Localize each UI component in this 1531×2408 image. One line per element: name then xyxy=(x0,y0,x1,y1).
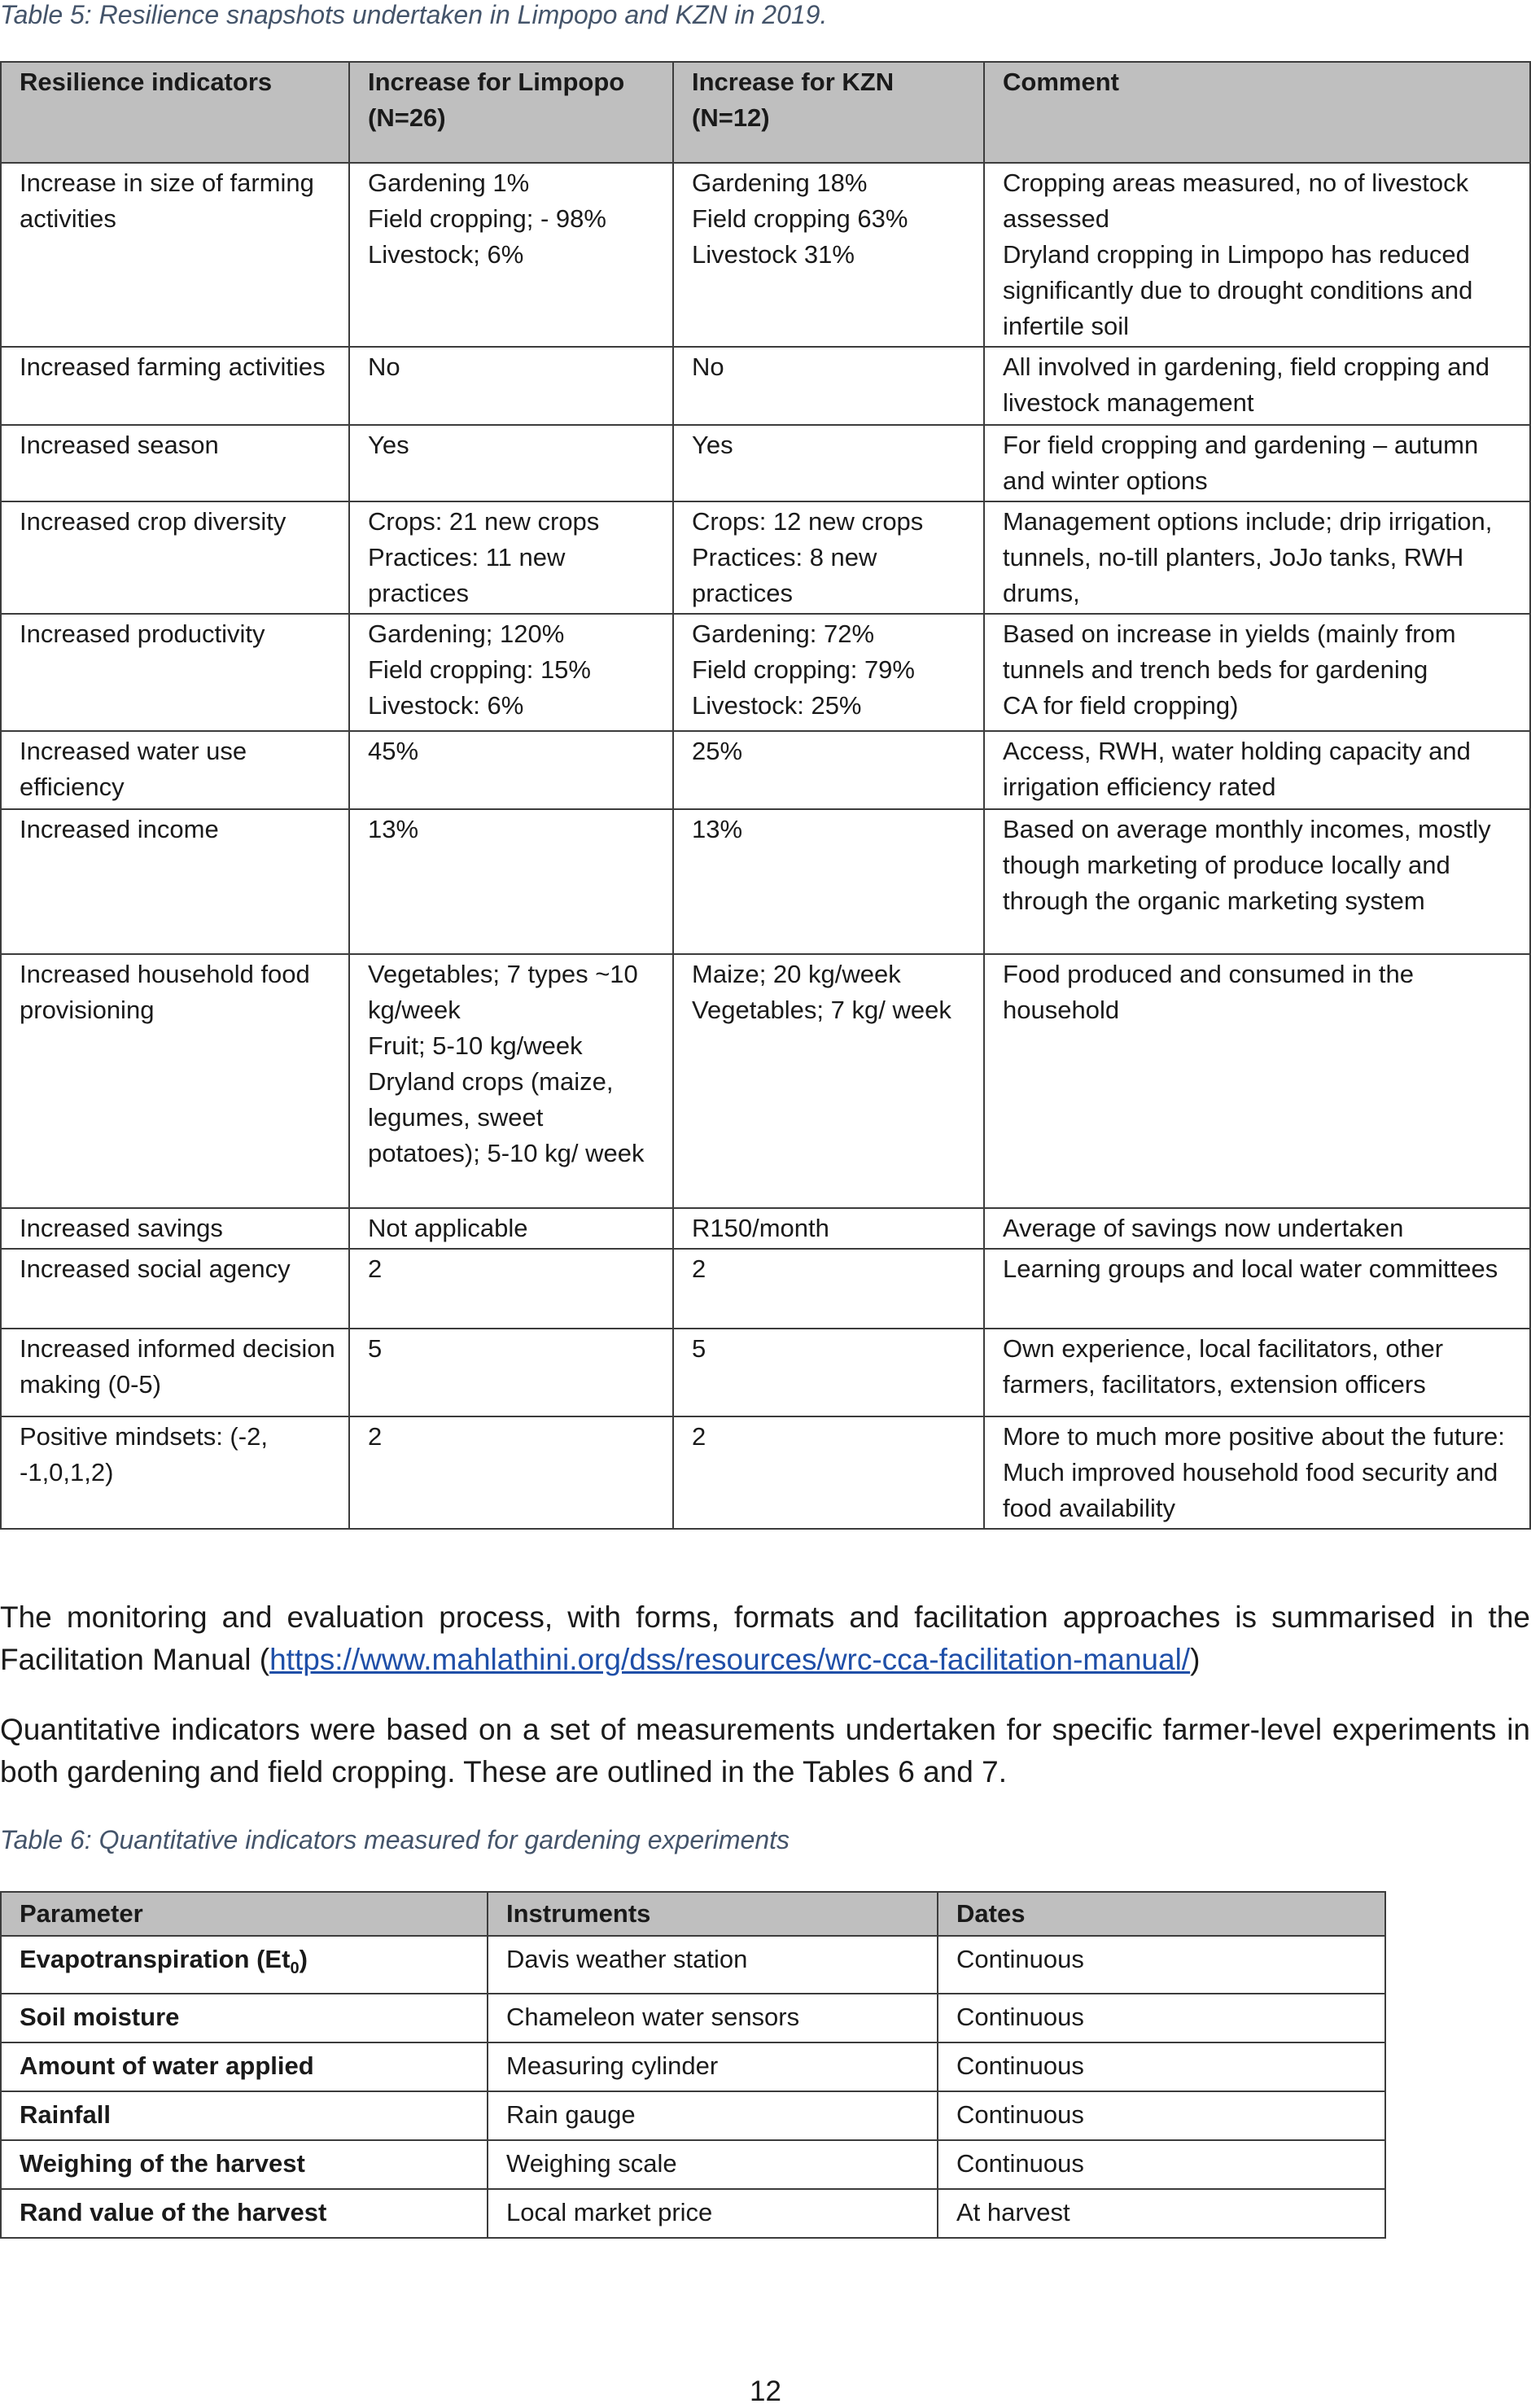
table6-row xyxy=(1,1994,1385,2042)
cell-line: CA for field cropping) xyxy=(1003,691,1239,720)
table5-row xyxy=(1,954,1530,1208)
cell-line: 2 xyxy=(692,1422,706,1451)
table6-header-dates: Dates xyxy=(938,1892,1385,1936)
cell-line: Crops: 12 new crops xyxy=(692,507,924,536)
cell-line: Based on increase in yields (mainly from tunnels and trench beds for gardening xyxy=(1003,620,1456,684)
cell-line: For field cropping and gardening – autumn and winter options xyxy=(1003,431,1479,495)
cell-line: Gardening; 120% xyxy=(368,620,565,648)
cell-line: Based on average monthly incomes, mostly though marketing of produce locally and through the organic marketing system xyxy=(1003,815,1491,915)
cell-line: 2 xyxy=(692,1254,706,1283)
cell-line: Livestock: 25% xyxy=(692,691,862,720)
cell-line: Livestock: 6% xyxy=(368,691,524,720)
table5-row xyxy=(1,1249,1530,1329)
table5-cell-indicator xyxy=(1,501,349,614)
table6-cell-instrument: Chameleon water sensors xyxy=(488,1994,938,2042)
table6-cell-parameter: Soil moisture xyxy=(1,1994,488,2042)
cell-line: 2 xyxy=(368,1422,383,1451)
cell-line: Increased income xyxy=(20,815,219,843)
cell-line: Learning groups and local water committees xyxy=(1003,1254,1498,1283)
cell-line: Increased water use efficiency xyxy=(20,737,247,801)
cell-line: Management options include; drip irrigation, tunnels, no-till planters, JoJo tanks, RWH drums, xyxy=(1003,507,1493,607)
cell-line: Yes xyxy=(692,431,733,459)
cell-line: All involved in gardening, field cropping and livestock management xyxy=(1003,352,1490,417)
table6-header-parameter: Parameter xyxy=(1,1892,488,1936)
table5-cell-limpopo xyxy=(349,347,673,425)
cell-line: Increased crop diversity xyxy=(20,507,287,536)
table5-row xyxy=(1,425,1530,501)
table5-cell-comment xyxy=(984,163,1530,347)
cell-line: Yes xyxy=(368,431,409,459)
table5-cell-comment xyxy=(984,731,1530,809)
cell-line: 13% xyxy=(692,815,743,843)
table5-cell-indicator xyxy=(1,347,349,425)
table5-row xyxy=(1,163,1530,347)
cell-line: Positive mindsets: (-2, -1,0,1,2) xyxy=(20,1422,268,1486)
cell-line: Vegetables; 7 types ~10 kg/week xyxy=(368,960,638,1024)
table6-cell-instrument: Local market price xyxy=(488,2189,938,2238)
cell-line: Increased productivity xyxy=(20,620,265,648)
table6-header-instruments: Instruments xyxy=(488,1892,938,1936)
table6-row xyxy=(1,2042,1385,2091)
table6-cell-dates: Continuous xyxy=(938,2091,1385,2140)
cell-line: Food produced and consumed in the household xyxy=(1003,960,1414,1024)
table6-cell-parameter: Weighing of the harvest xyxy=(1,2140,488,2189)
table6-cell-parameter: Rand value of the harvest xyxy=(1,2189,488,2238)
cell-line: Increased household food provisioning xyxy=(20,960,310,1024)
cell-line: 5 xyxy=(368,1334,383,1363)
table5-cell-kzn xyxy=(673,1249,984,1329)
table5-cell-limpopo xyxy=(349,1416,673,1529)
table5-cell-comment xyxy=(984,425,1530,501)
cell-line: Livestock 31% xyxy=(692,240,855,269)
table5-cell-limpopo xyxy=(349,731,673,809)
table5-cell-kzn xyxy=(673,1208,984,1249)
table6-cell-parameter: Evapotranspiration $(Et_0)$ xyxy=(1,1936,488,1994)
table5-cell-comment xyxy=(984,809,1530,954)
table5-cell-indicator xyxy=(1,731,349,809)
table5-cell-limpopo xyxy=(349,1208,673,1249)
cell-line: Gardening 1% xyxy=(368,169,530,197)
table5-header-row xyxy=(1,62,1530,163)
table6-cell-dates: At harvest xyxy=(938,2189,1385,2238)
table6-cell-instrument: Weighing scale xyxy=(488,2140,938,2189)
table6-header-row xyxy=(1,1892,1385,1936)
table5-cell-comment xyxy=(984,347,1530,425)
cell-line: Increased season xyxy=(20,431,219,459)
cell-line: Fruit; 5-10 kg/week xyxy=(368,1031,583,1060)
cell-line: No xyxy=(692,352,724,381)
table5-header-kzn: Increase for KZN (N=12) xyxy=(673,62,984,163)
cell-line: Dryland cropping in Limpopo has reduced significantly due to drought conditions and infertile soil xyxy=(1003,240,1473,340)
table5-cell-comment xyxy=(984,1249,1530,1329)
table5-cell-kzn xyxy=(673,614,984,731)
table6-row xyxy=(1,2140,1385,2189)
table5-cell-kzn xyxy=(673,1329,984,1416)
cell-line: Gardening: 72% xyxy=(692,620,875,648)
table5-cell-indicator xyxy=(1,1329,349,1416)
table5-row xyxy=(1,347,1530,425)
cell-line: Livestock; 6% xyxy=(368,240,524,269)
table5-cell-comment xyxy=(984,1416,1530,1529)
paragraph-quantitative: Quantitative indicators were based on a set of measurements undertaken for specific farmer-level experiments in both gardening and field cropping. These are outlined in the Tables 6 and 7. xyxy=(0,1713,1530,1788)
cell-line: 45% xyxy=(368,737,419,765)
resilience-snapshots-table xyxy=(0,61,1531,1530)
table6-cell-dates: Continuous xyxy=(938,2042,1385,2091)
cell-line: No xyxy=(368,352,400,381)
table5-cell-kzn xyxy=(673,809,984,954)
page-number: 12 xyxy=(750,2375,781,2407)
cell-line: Increase in size of farming activities xyxy=(20,169,314,233)
cell-line: Own experience, local facilitators, other farmers, facilitators, extension officers xyxy=(1003,1334,1444,1399)
table5-cell-kzn xyxy=(673,347,984,425)
table5-row xyxy=(1,1329,1530,1416)
table5-cell-limpopo xyxy=(349,614,673,731)
table5-cell-indicator xyxy=(1,1208,349,1249)
table5-cell-kzn xyxy=(673,954,984,1208)
table6-cell-instrument: Davis weather station xyxy=(488,1936,938,1994)
table5-cell-limpopo xyxy=(349,809,673,954)
table6-cell-parameter: Rainfall xyxy=(1,2091,488,2140)
table6-cell-instrument: Rain gauge xyxy=(488,2091,938,2140)
table5-cell-limpopo xyxy=(349,501,673,614)
table5-cell-limpopo xyxy=(349,425,673,501)
table5-cell-kzn xyxy=(673,163,984,347)
cell-line: Not applicable xyxy=(368,1214,528,1242)
cell-line: Practices: 8 new practices xyxy=(692,543,877,607)
cell-line: Dryland crops (maize, legumes, sweet potatoes); 5-10 kg/ week xyxy=(368,1067,645,1167)
cell-line: Maize; 20 kg/week xyxy=(692,960,901,988)
table5-cell-comment xyxy=(984,614,1530,731)
table6-row xyxy=(1,1936,1385,1994)
table5-cell-comment xyxy=(984,1208,1530,1249)
table5-cell-limpopo xyxy=(349,954,673,1208)
table5-row xyxy=(1,501,1530,614)
table6-row xyxy=(1,2189,1385,2238)
cell-line: Practices: 11 new practices xyxy=(368,543,566,607)
table5-row xyxy=(1,731,1530,809)
table6-cell-parameter: Amount of water applied xyxy=(1,2042,488,2091)
cell-line: Increased informed decision making (0-5) xyxy=(20,1334,335,1399)
table5-cell-indicator xyxy=(1,1249,349,1329)
cell-line: Increased savings xyxy=(20,1214,223,1242)
table5-header-indicator: Resilience indicators xyxy=(1,62,349,163)
cell-line: Average of savings now undertaken xyxy=(1003,1214,1404,1242)
table5-cell-indicator xyxy=(1,163,349,347)
table5-cell-indicator xyxy=(1,1416,349,1529)
table5-caption: Table 5: Resilience snapshots undertaken in Limpopo and KZN in 2019. xyxy=(0,0,828,29)
table5-header-comment: Comment xyxy=(984,62,1530,163)
cell-line: Field cropping 63% xyxy=(692,204,908,233)
table5-cell-limpopo xyxy=(349,163,673,347)
table5-row xyxy=(1,1416,1530,1529)
cell-line: Vegetables; 7 kg/ week xyxy=(692,996,951,1024)
facilitation-manual-link[interactable]: https://www.mahlathini.org/dss/resources/wrc-cca-facilitation-manual/ xyxy=(269,1643,1191,1676)
table5-cell-comment xyxy=(984,501,1530,614)
paragraph-monitoring-close: ) xyxy=(1190,1643,1201,1676)
table5-row xyxy=(1,614,1530,731)
table5-cell-kzn xyxy=(673,425,984,501)
cell-line: More to much more positive about the future: Much improved household food security and food availability xyxy=(1003,1422,1505,1522)
table5-cell-indicator xyxy=(1,614,349,731)
table5-header-limpopo: Increase for Limpopo (N=26) xyxy=(349,62,673,163)
table5-cell-indicator xyxy=(1,809,349,954)
table5-row xyxy=(1,809,1530,954)
table5-cell-limpopo xyxy=(349,1329,673,1416)
quantitative-indicators-table xyxy=(0,1891,1386,2239)
cell-line: Field cropping: 15% xyxy=(368,655,591,684)
paragraph-monitoring xyxy=(0,1596,1530,1681)
cell-line: Field cropping: 79% xyxy=(692,655,915,684)
table5-cell-kzn xyxy=(673,731,984,809)
table6-cell-dates: Continuous xyxy=(938,2140,1385,2189)
table5-cell-kzn xyxy=(673,501,984,614)
table5-cell-indicator xyxy=(1,425,349,501)
cell-line: 25% xyxy=(692,737,743,765)
cell-line: Access, RWH, water holding capacity and irrigation efficiency rated xyxy=(1003,737,1471,801)
table6-caption: Table 6: Quantitative indicators measured for gardening experiments xyxy=(0,1825,790,1854)
cell-line: Cropping areas measured, no of livestock assessed xyxy=(1003,169,1469,233)
table5-cell-limpopo xyxy=(349,1249,673,1329)
cell-line: 13% xyxy=(368,815,419,843)
table6-row xyxy=(1,2091,1385,2140)
table5-cell-comment xyxy=(984,1329,1530,1416)
cell-line: R150/month xyxy=(692,1214,829,1242)
paragraph-monitoring-text: The monitoring and evaluation process, with forms, formats and facilitation approaches is summarised in the Facilitation Manual ( xyxy=(0,1600,1530,1676)
cell-line: 2 xyxy=(368,1254,383,1283)
table5-row xyxy=(1,1208,1530,1249)
table6-cell-dates: Continuous xyxy=(938,1936,1385,1994)
cell-line: 5 xyxy=(692,1334,706,1363)
cell-line: Increased farming activities xyxy=(20,352,326,381)
cell-line: Field cropping; - 98% xyxy=(368,204,606,233)
table6-cell-instrument: Measuring cylinder xyxy=(488,2042,938,2091)
cell-line: Increased social agency xyxy=(20,1254,291,1283)
table5-cell-comment xyxy=(984,954,1530,1208)
cell-line: Gardening 18% xyxy=(692,169,868,197)
table5-cell-indicator xyxy=(1,954,349,1208)
table5-cell-kzn xyxy=(673,1416,984,1529)
table6-cell-dates: Continuous xyxy=(938,1994,1385,2042)
cell-line: Crops: 21 new crops xyxy=(368,507,600,536)
